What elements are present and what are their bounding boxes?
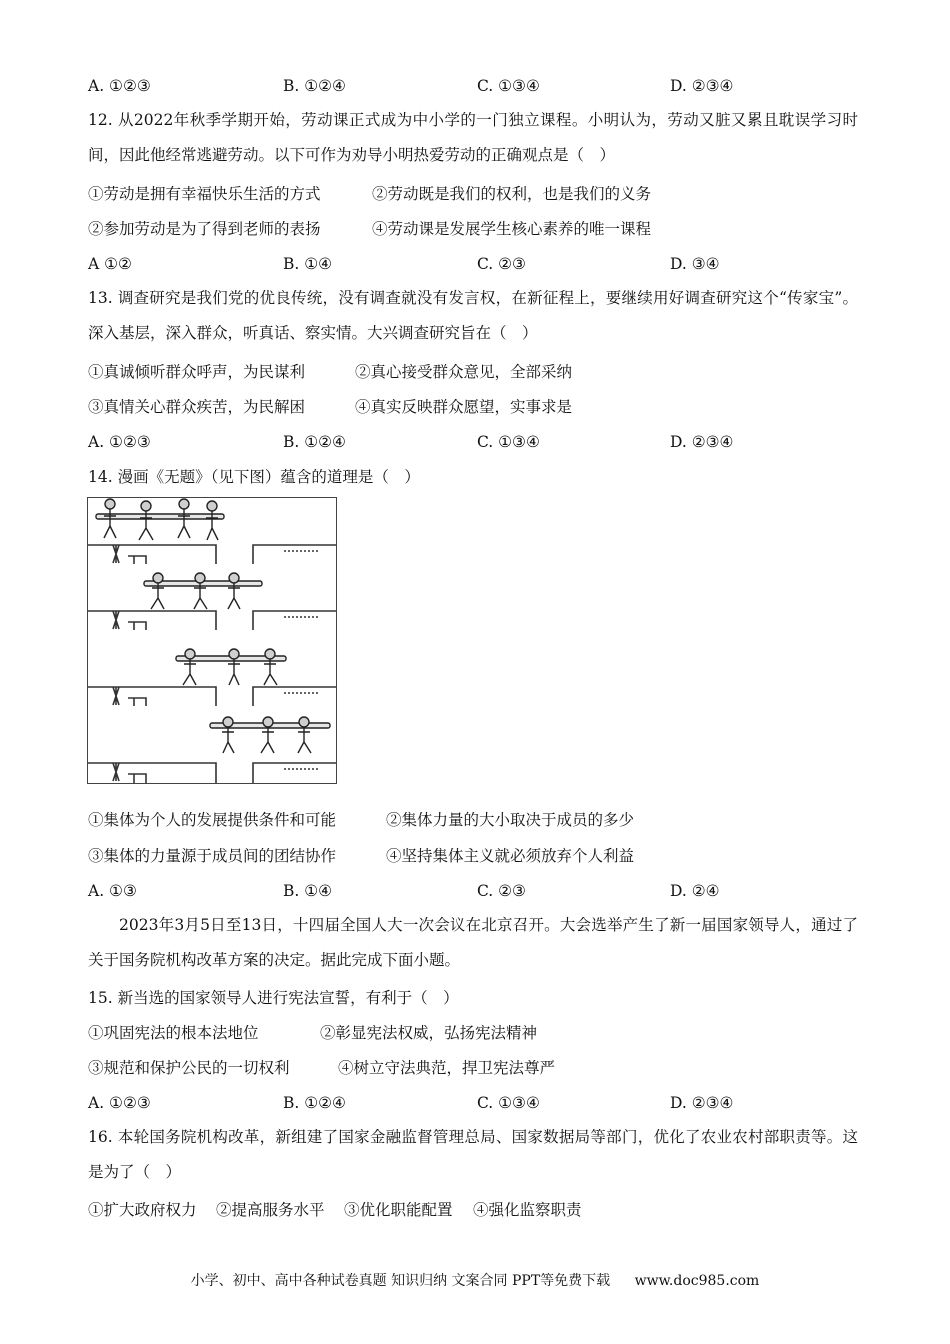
q14-statement-2: ②集体力量的大小取决于成员的多少 [386, 811, 635, 829]
footer-text: 小学、初中、高中各种试卷真题 知识归纳 文案合同 PPT等免费下载 [190, 1273, 611, 1289]
q11-option-c: C. ①③④ [477, 77, 540, 95]
q14-option-d: D. ②④ [670, 882, 720, 900]
q15-statement-4: ④树立守法典范，捍卫宪法尊严 [338, 1059, 556, 1077]
q15-option-a: A. ①②③ [88, 1094, 151, 1112]
q15-statement-2: ②彰显宪法权威，弘扬宪法精神 [320, 1024, 538, 1042]
q12-statement-4: ④劳动课是发展学生核心素养的唯一课程 [372, 220, 652, 238]
q12-statement-1: ①劳动是拥有幸福快乐生活的方式 [88, 185, 321, 203]
cartoon-untitled [87, 497, 337, 784]
q13-statement-2: ②真心接受群众意见，全部采纳 [355, 363, 573, 381]
q15-statement-1: ①巩固宪法的根本法地位 [88, 1024, 259, 1042]
q13-stem: 13. 调查研究是我们党的优良传统，没有调查就没有发言权，在新征程上，要继续用好调查研究这个“传家宝”。深入基层，深入群众，听真话、察实情。大兴调查研究旨在（ ） [88, 289, 858, 342]
q12-stem: 12. 从2022年秋季学期开始，劳动课正式成为中小学的一门独立课程。小明认为，劳动又脏又累且耽误学习时间，因此他经常逃避劳动。以下可作为劝导小明热爱劳动的正确观点是（ ） [88, 111, 858, 164]
q11-option-d: D. ②③④ [670, 77, 734, 95]
q13-option-b: B. ①②④ [283, 433, 346, 451]
q14-statement-4: ④坚持集体主义就必须放弃个人利益 [386, 847, 635, 865]
material-paragraph: 2023年3月5日至13日，十四届全国人大一次会议在北京召开。大会选举产生了新一届国家领导人，通过了关于国务院机构改革方案的决定。据此完成下面小题。 [88, 916, 858, 969]
q11-option-b: B. ①②④ [283, 77, 346, 95]
q16-statement-2: ②提高服务水平 [216, 1201, 325, 1219]
q12-option-b: B. ①④ [283, 255, 333, 273]
q14-option-c: C. ②③ [477, 882, 526, 900]
q14-stem: 14. 漫画《无题》（见下图）蕴含的道理是（ ） [88, 468, 420, 486]
q13-statement-3: ③真情关心群众疾苦，为民解困 [88, 398, 306, 416]
q16-stem: 16. 本轮国务院机构改革，新组建了国家金融监督管理总局、国家数据局等部门，优化了农业农村部职责等。这是为了（ ） [88, 1128, 858, 1181]
q15-option-b: B. ①②④ [283, 1094, 346, 1112]
q12-statement-2: ②劳动既是我们的权利，也是我们的义务 [372, 185, 652, 203]
q16-statement-1: ①扩大政府权力 [88, 1201, 197, 1219]
q14-statement-1: ①集体为个人的发展提供条件和可能 [88, 811, 337, 829]
q12-statement-3: ②参加劳动是为了得到老师的表扬 [88, 220, 321, 238]
q15-stem: 15. 新当选的国家领导人进行宪法宣誓，有利于（ ） [88, 989, 459, 1007]
q16-statement-4: ④强化监察职责 [473, 1201, 582, 1219]
q12-option-c: C. ②③ [477, 255, 526, 273]
q15-option-d: D. ②③④ [670, 1094, 734, 1112]
q13-statement-4: ④真实反映群众愿望，实事求是 [355, 398, 573, 416]
q13-option-d: D. ②③④ [670, 433, 734, 451]
q15-statement-3: ③规范和保护公民的一切权利 [88, 1059, 290, 1077]
q13-option-c: C. ①③④ [477, 433, 540, 451]
footer-url-link[interactable]: www.doc985.com [634, 1273, 760, 1289]
q14-option-b: B. ①④ [283, 882, 333, 900]
q11-option-a: A. ①②③ [88, 77, 151, 95]
page-footer [0, 1270, 950, 1290]
q13-option-a: A. ①②③ [88, 433, 151, 451]
q12-option-d: D. ③④ [670, 255, 720, 273]
q16-statement-3: ③优化职能配置 [344, 1201, 453, 1219]
q15-option-c: C. ①③④ [477, 1094, 540, 1112]
cartoon-illustration [88, 498, 336, 783]
q13-statement-1: ①真诚倾听群众呼声，为民谋利 [88, 363, 306, 381]
q12-option-a: A ①② [88, 255, 132, 273]
q14-option-a: A. ①③ [88, 882, 137, 900]
q14-statement-3: ③集体的力量源于成员间的团结协作 [88, 847, 337, 865]
